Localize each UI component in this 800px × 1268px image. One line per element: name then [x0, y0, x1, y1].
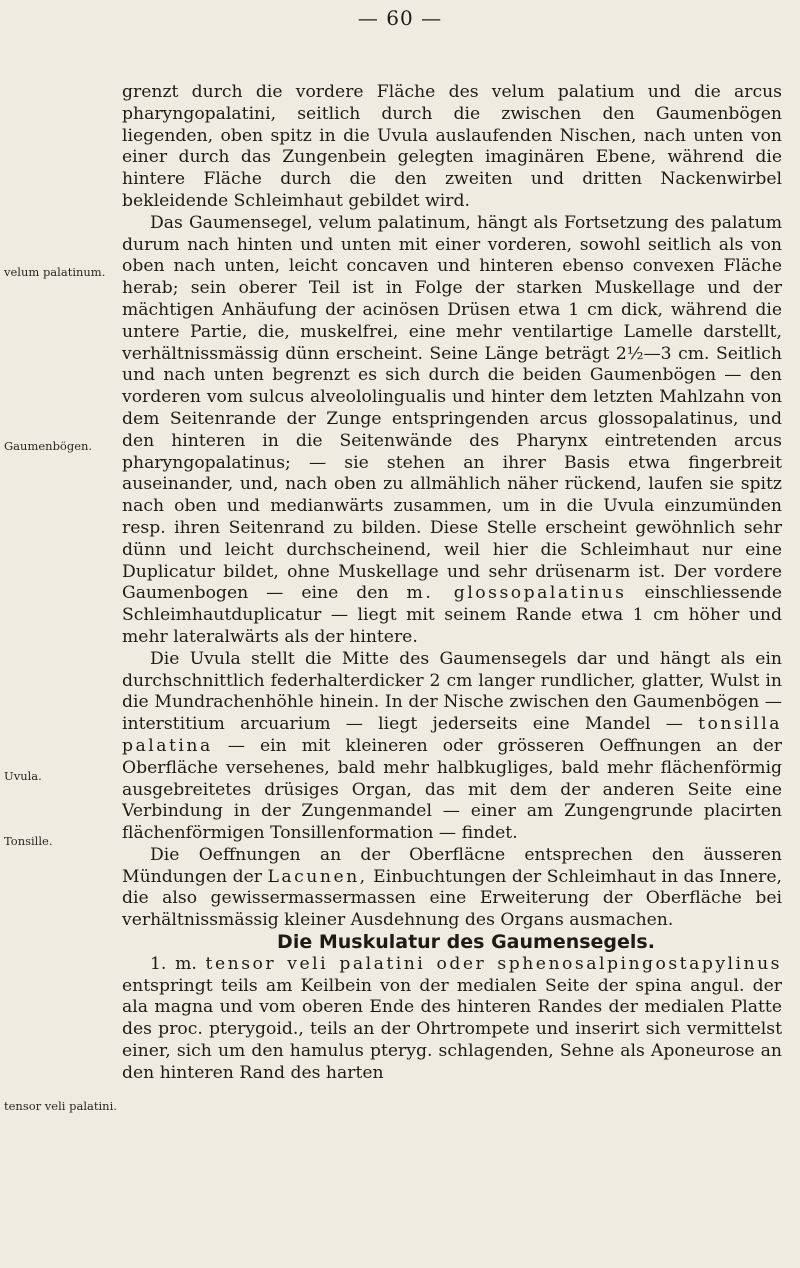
paragraph-uvula	[122, 649, 782, 845]
paragraph-uvula-end: — ein mit kleineren oder grösseren Oeffnungen an der Oberfläche versehenes, bald mehr halbkugliges, bald mehr flächenförmig ausgebreitetes drüsiges Organ, das mit dem der anderen Seite eine Verbindung in der Zungenmandel — einer am Zungengrunde placirten flächenförmigen Tonsillenformation — findet.	[122, 735, 782, 844]
body-text	[122, 82, 782, 1085]
term-glossopalatinus: m. glossopalatinus	[406, 583, 627, 604]
paragraph-velum	[122, 213, 782, 649]
paragraph-velum-end: einschliessende Schleimhautduplicatur — liegt mit seinem Rande etwa 1 cm höher und mehr lateralwärts als der hintere.	[122, 583, 783, 647]
paragraph-1: grenzt durch die vordere Fläche des velum palatium und die arcus pharyngopalatini, seitlich durch die zwischen den Gaumenbögen liegenden, oben spitz in die Uvula auslaufenden Nischen, nach unten von einer durch das Zungenbein gelegten imaginären Ebene, während die hintere Fläche durch die den zweiten und dritten Nackenwirbel bekleidende Schleimhaut gebildet wird.	[122, 82, 782, 211]
paragraph-uvula-text: Die Uvula stellt die Mitte des Gaumensegels dar und hängt als ein durchschnittlich federhalterdicker 2 cm langer rundlicher, glatter, Wulst in die Mundrachenhöhle hinein. In der Nische zwischen den Gaumenbögen — interstitium arcuarium — liegt jederseits eine Mandel —	[122, 648, 782, 735]
term-tonsilla-palatina: tonsilla palatina	[122, 714, 782, 756]
term-tensor-veli: tensor veli palatini oder sphenosalpingostapylinus	[205, 953, 782, 974]
margin-note-uvula: Uvula.	[4, 769, 42, 783]
page-number: — 60 —	[357, 6, 443, 30]
paragraph-oeffnungen-start: Die Oeffnungen an der Oberfläcne entsprechen den äusseren Mündungen der	[122, 844, 782, 887]
paragraph-velum-text: Das Gaumensegel, velum palatinum, hängt als Fortsetzung des palatum durum nach hinten und unten mit einer vorderen, sowohl seitlich als von oben nach unten, leicht concaven und hinteren ebenso convexen Fläche herab; sein oberer Teil ist in Folge der starken Muskellage und der mächtigen Anhäufung der acinösen Drüsen etwa 1 cm dick, während die untere Partie, die, muskelfrei, eine mehr ventilartige Lamelle darstellt, verhältnissmässig dünn erscheint. Seine Länge beträgt 2½—3 cm. Seitlich und nach unten begrenzt es sich durch die beiden Gaumenbögen — den vorderen vom sulcus alveololingualis und hinter dem letzten Mahlzahn von dem Seitenrande der Zunge entspringenden arcus glossopalatinus, und den hinteren in die Seitenwände des Pharynx eintretenden arcus pharyngopalatinus; — sie stehen an ihrer Basis etwa fingerbreit auseinander, und, nach oben zu allmählich näher rückend, laufen sie spitz nach oben und medianwärts zusammen, um in die Uvula einzumünden resp. ihren Seitenrand zu bilden. Diese Stelle erscheint gewöhnlich sehr dünn und leicht durchscheinend, weil hier die Schleimhaut nur eine Duplicatur bildet, ohne Muskellage und sehr drüsenarm ist. Der vordere Gaumenbogen — eine den	[122, 212, 782, 604]
section-heading: Die Muskulatur des Gaumensegels.	[277, 931, 655, 954]
margin-note-tensor: tensor veli palatini.	[4, 1099, 117, 1113]
margin-note-tonsille: Tonsille.	[4, 834, 53, 848]
paragraph-tensor-end: entspringt teils am Keilbein von der medialen Seite der spina angul. der ala magna und vom oberen Ende des hinteren Randes der medialen Platte des proc. pterygoid., teils an der Ohrtrompete und inserirt sich vermittelst einer, sich um den hamulus pteryg. schlagenden, Sehne als Aponeurose an den hinteren Rand des harten	[122, 975, 782, 1083]
paragraph-oeffnungen	[122, 845, 782, 932]
paragraph-tensor	[122, 954, 782, 1085]
margin-note-velum: velum palatinum.	[4, 265, 106, 279]
paragraph-oeffnungen-end: Einbuchtungen der Schleimhaut in das Innere, die also gewissermassermassen eine Erweiterung der Oberfläche bei verhältnissmässig kleiner Ausdehnung des Organs ausmachen.	[122, 866, 782, 931]
margin-note-gaumenboegen: Gaumenbögen.	[4, 439, 93, 453]
paragraph-tensor-start: 1. m.	[150, 953, 197, 974]
term-lacunen: Lacunen,	[267, 866, 368, 887]
